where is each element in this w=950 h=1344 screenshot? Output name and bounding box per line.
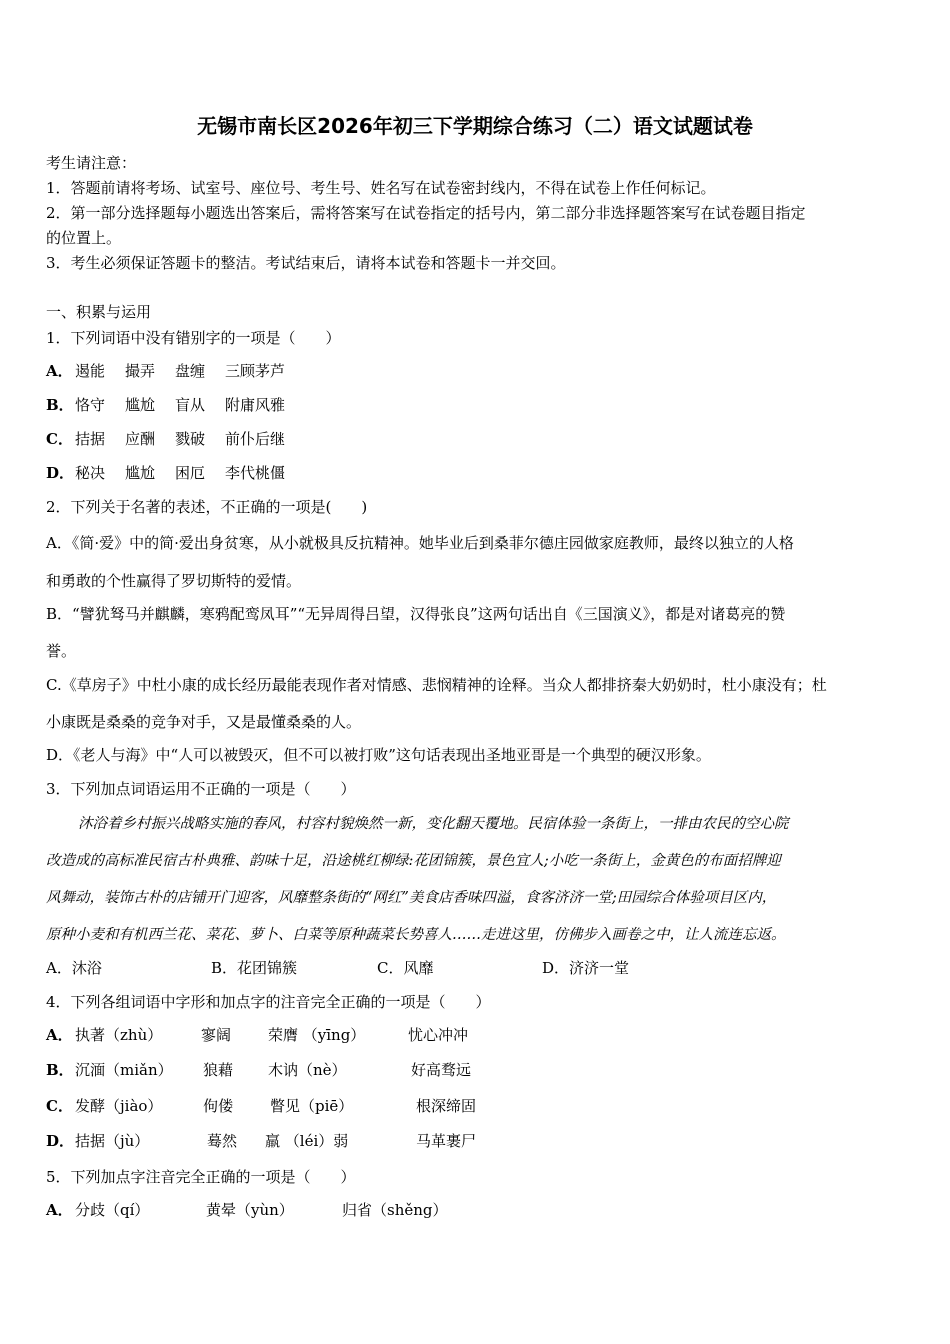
q3-option-a: A．沐浴	[46, 959, 102, 977]
q4-option-d-word3: 羸 （léi）弱	[265, 1132, 349, 1150]
q1-option-b-word4: 附庸风雅	[225, 396, 286, 414]
q3-passage-line3: 风舞动，装饰古朴的店铺开门迎客，风靡整条街的“网红”美食店香味四溢，食客济济一堂;田园综合体验项目区内，	[46, 890, 777, 906]
q2-option-a-line1: A．《简·爱》中的简·爱出身贫寒，从小就极具反抗精神。她毕业后到桑菲尔德庄园做家庭教师，最终以独立的人格	[46, 534, 794, 552]
q4-option-d-word1: 拮据（jù）	[75, 1132, 150, 1150]
q3-passage-line4: 原种小麦和有机西兰花、菜花、萝卜、白菜等原种蔬菜长势喜人……走进这里，仿佛步入画卷之中，让人流连忘返。	[46, 927, 786, 943]
q5-stem: 5．下列加点字注音完全正确的一项是（ ）	[46, 1168, 356, 1186]
q1-option-b-label: B．	[46, 396, 74, 414]
q4-stem: 4．下列各组词语中字形和加点字的注音完全正确的一项是（ ）	[46, 993, 491, 1011]
q2-option-b-line1: B．“譬犹驽马并麒麟，寒鸦配鸾凤耳”“无异周得吕望，汉得张良”这两句话出自《三国演义》，都是对诸葛亮的赞	[46, 605, 786, 623]
q4-option-b-word3: 木讷（nè）	[268, 1061, 347, 1079]
page-title: 无锡市南长区2026年初三下学期综合练习（二）语文试题试卷	[197, 114, 753, 138]
q1-option-d-word3: 困厄	[175, 464, 206, 482]
q2-stem: 2．下列关于名著的表述，不正确的一项是( )	[46, 498, 368, 516]
q1-option-a-word1: 遏能	[75, 362, 106, 380]
q5-option-a-word1: 分歧（qí）	[75, 1201, 150, 1219]
q2-option-c-line2: 小康既是桑桑的竞争对手，又是最懂桑桑的人。	[46, 713, 362, 731]
q2-option-a-line2: 和勇敢的个性赢得了罗切斯特的爱情。	[46, 572, 302, 590]
notice-item-2: 2．第一部分选择题每小题选出答案后，需将答案写在试卷指定的括号内，第二部分非选择题答案写在试卷题目指定	[46, 204, 806, 222]
q4-option-a-label: A．	[46, 1026, 73, 1044]
q4-option-a-word2: 寥阔	[201, 1026, 232, 1044]
q1-option-a-word2: 撮弄	[125, 362, 156, 380]
q1-stem: 1．下列词语中没有错别字的一项是（ ）	[46, 329, 341, 347]
q4-option-b-word4: 好高骛远	[411, 1061, 472, 1079]
q4-option-d-label: D．	[46, 1132, 75, 1150]
q1-option-c-word2: 应酬	[125, 430, 156, 448]
q4-option-b-word1: 沉湎（miǎn）	[75, 1061, 173, 1079]
q1-option-a-word4: 三顾茅芦	[225, 362, 286, 380]
q3-option-d: D．济济一堂	[542, 959, 630, 977]
q4-option-a-word3: 荣膺 （yīng）	[268, 1026, 366, 1044]
q1-option-c-label: C．	[46, 430, 73, 448]
notice-heading: 考生请注意：	[46, 154, 137, 172]
q1-option-d-label: D．	[46, 464, 75, 482]
q1-option-c-word4: 前仆后继	[225, 430, 286, 448]
q1-option-a-label: A．	[46, 362, 73, 380]
q1-option-c-word1: 拮据	[75, 430, 106, 448]
q1-option-d-word2: 尴尬	[125, 464, 156, 482]
q5-option-a-word3: 归省（shěng）	[342, 1201, 448, 1219]
q1-option-d-word4: 李代桃僵	[225, 464, 286, 482]
q1-option-b-word2: 尴尬	[125, 396, 156, 414]
section-heading: 一、积累与运用	[46, 303, 152, 321]
q5-option-a-label: A．	[46, 1201, 73, 1219]
q1-option-b-word1: 恪守	[75, 396, 106, 414]
q4-option-b-word2: 狼藉	[203, 1061, 234, 1079]
q3-passage-line2: 改造成的高标准民宿古朴典雅、韵味十足，沿途桃红柳绿:花团锦簇，景色宜人;小吃一条街上，金黄色的布面招牌迎	[46, 853, 781, 869]
q3-option-b: B．花团锦簇	[211, 959, 298, 977]
q1-option-d-word1: 秘决	[75, 464, 106, 482]
q4-option-c-label: C．	[46, 1097, 73, 1115]
q2-option-c-line1: C.《草房子》中杜小康的成长经历最能表现作者对情感、悲悯精神的诠释。当众人都排挤秦大奶奶时，杜小康没有；杜	[46, 676, 827, 694]
q4-option-d-word2: 蓦然	[207, 1132, 238, 1150]
notice-item-1: 1．答题前请将考场、试室号、座位号、考生号、姓名写在试卷密封线内，不得在试卷上作任何标记。	[46, 179, 716, 197]
q4-option-b-label: B．	[46, 1061, 74, 1079]
q1-option-b-word3: 盲从	[175, 396, 206, 414]
q3-stem: 3．下列加点词语运用不正确的一项是（ ）	[46, 780, 356, 798]
q4-option-c-word2: 佝偻	[203, 1097, 234, 1115]
q4-option-c-word4: 根深缔固	[416, 1097, 477, 1115]
q1-option-c-word3: 戮破	[175, 430, 206, 448]
q4-option-a-word4: 忧心冲冲	[408, 1026, 469, 1044]
q4-option-c-word3: 瞥见（piē）	[270, 1097, 354, 1115]
q4-option-c-word1: 发酵（jiào）	[75, 1097, 163, 1115]
notice-item-3: 3．考生必须保证答题卡的整洁。考试结束后，请将本试卷和答题卡一并交回。	[46, 254, 566, 272]
q3-option-c: C．风靡	[377, 959, 434, 977]
q5-option-a-word2: 黄晕（yùn）	[206, 1201, 294, 1219]
q4-option-a-word1: 执著（zhù）	[75, 1026, 163, 1044]
q2-option-b-line2: 誉。	[46, 642, 77, 660]
q3-passage-line1: 沐浴着乡村振兴战略实施的春风，村容村貌焕然一新，变化翻天覆地。民宿体验一条街上，一排由农民的空心院	[78, 816, 789, 832]
q4-option-d-word4: 马革裹尸	[416, 1132, 477, 1150]
notice-item-2-cont: 的位置上。	[46, 229, 122, 247]
q2-option-d-line1: D．《老人与海》中“人可以被毁灭，但不可以被打败”这句话表现出圣地亚哥是一个典型的硬汉形象。	[46, 746, 711, 764]
q1-option-a-word3: 盘缠	[175, 362, 206, 380]
